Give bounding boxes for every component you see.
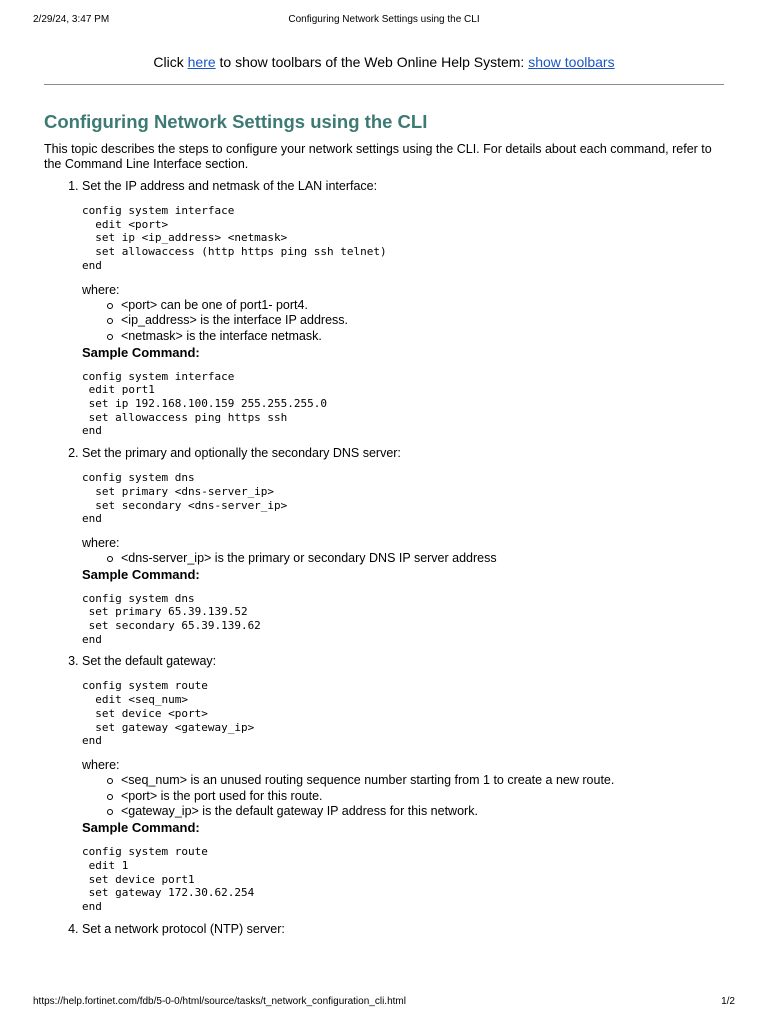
where-label: where: — [82, 282, 120, 297]
syntax-block: config system dns set primary <dns-server_ip> set secondary <dns-server_ip> end — [82, 471, 288, 526]
sample-command-label: Sample Command: — [82, 344, 200, 360]
sample-command-label: Sample Command: — [82, 820, 200, 836]
where-label: where: — [82, 757, 120, 772]
syntax-block: config system interface edit <port> set ip <ip_address> <netmask> set allowaccess (http https ping ssh telnet) end — [82, 204, 387, 272]
step-4 — [82, 922, 728, 937]
step-1 — [82, 179, 728, 438]
print-footer — [33, 996, 735, 1008]
sample-command-block: config system interface edit port1 set ip 192.168.100.159 255.255.255.0 set allowaccess ping https ssh end — [82, 369, 328, 438]
page-url: https://help.fortinet.com/fdb/5-0-0/html/source/tasks/t_network_configuration_cli.html — [33, 996, 406, 1007]
list-item: <netmask> is the interface netmask. — [121, 329, 728, 345]
where-list — [82, 298, 728, 345]
sample-command-block: config system dns set primary 65.39.139.52 set secondary 65.39.139.62 end — [82, 591, 261, 646]
where-list — [82, 551, 728, 567]
list-item: <ip_address> is the interface IP address. — [121, 313, 728, 329]
list-item: <gateway_ip> is the default gateway IP address for this network. — [121, 804, 728, 820]
step-text: 2. Set the primary and optionally the secondary DNS server: — [82, 446, 401, 461]
page-title: Configuring Network Settings using the CLI — [44, 111, 428, 132]
print-header — [33, 14, 735, 28]
notice-prefix: Click — [153, 54, 188, 70]
toolbar-notice — [0, 54, 768, 70]
intro-paragraph: This topic describes the steps to configure your network settings using the CLI. For details about each command, refer to the Command Line Interface section. — [44, 142, 712, 171]
where-list — [82, 773, 728, 820]
notice-middle: to show toolbars of the Web Online Help System: — [215, 54, 529, 70]
print-datetime: 2/29/24, 3:47 PM — [33, 14, 110, 25]
sample-command-block: config system route edit 1 set device port1 set gateway 172.30.62.254 end — [82, 845, 255, 913]
step-3 — [82, 654, 728, 913]
sample-command-label: Sample Command: — [82, 566, 200, 582]
syntax-block: config system route edit <seq_num> set device <port> set gateway <gateway_ip> end — [82, 679, 255, 748]
list-item: <port> can be one of port1- port4. — [121, 298, 728, 314]
steps-list — [44, 179, 728, 937]
step-2 — [82, 446, 728, 646]
list-item: <dns-server_ip> is the primary or secondary DNS IP server address — [121, 551, 728, 567]
header-divider — [44, 84, 724, 85]
step-text: 3. Set the default gateway: — [82, 654, 217, 669]
here-link[interactable]: here — [187, 54, 216, 70]
main-content — [44, 110, 728, 945]
page-number: 1/2 — [721, 996, 735, 1007]
list-item: <port> is the port used for this route. — [121, 789, 728, 805]
print-title: Configuring Network Settings using the CLI — [288, 14, 480, 25]
step-text: 4. Set a network protocol (NTP) server: — [82, 921, 285, 936]
where-label: where: — [82, 535, 120, 550]
show-toolbars-link[interactable]: show toolbars — [528, 54, 615, 70]
step-text: 1. Set the IP address and netmask of the LAN interface: — [82, 179, 378, 193]
list-item: <seq_num> is an unused routing sequence number starting from 1 to create a new route. — [121, 773, 728, 789]
